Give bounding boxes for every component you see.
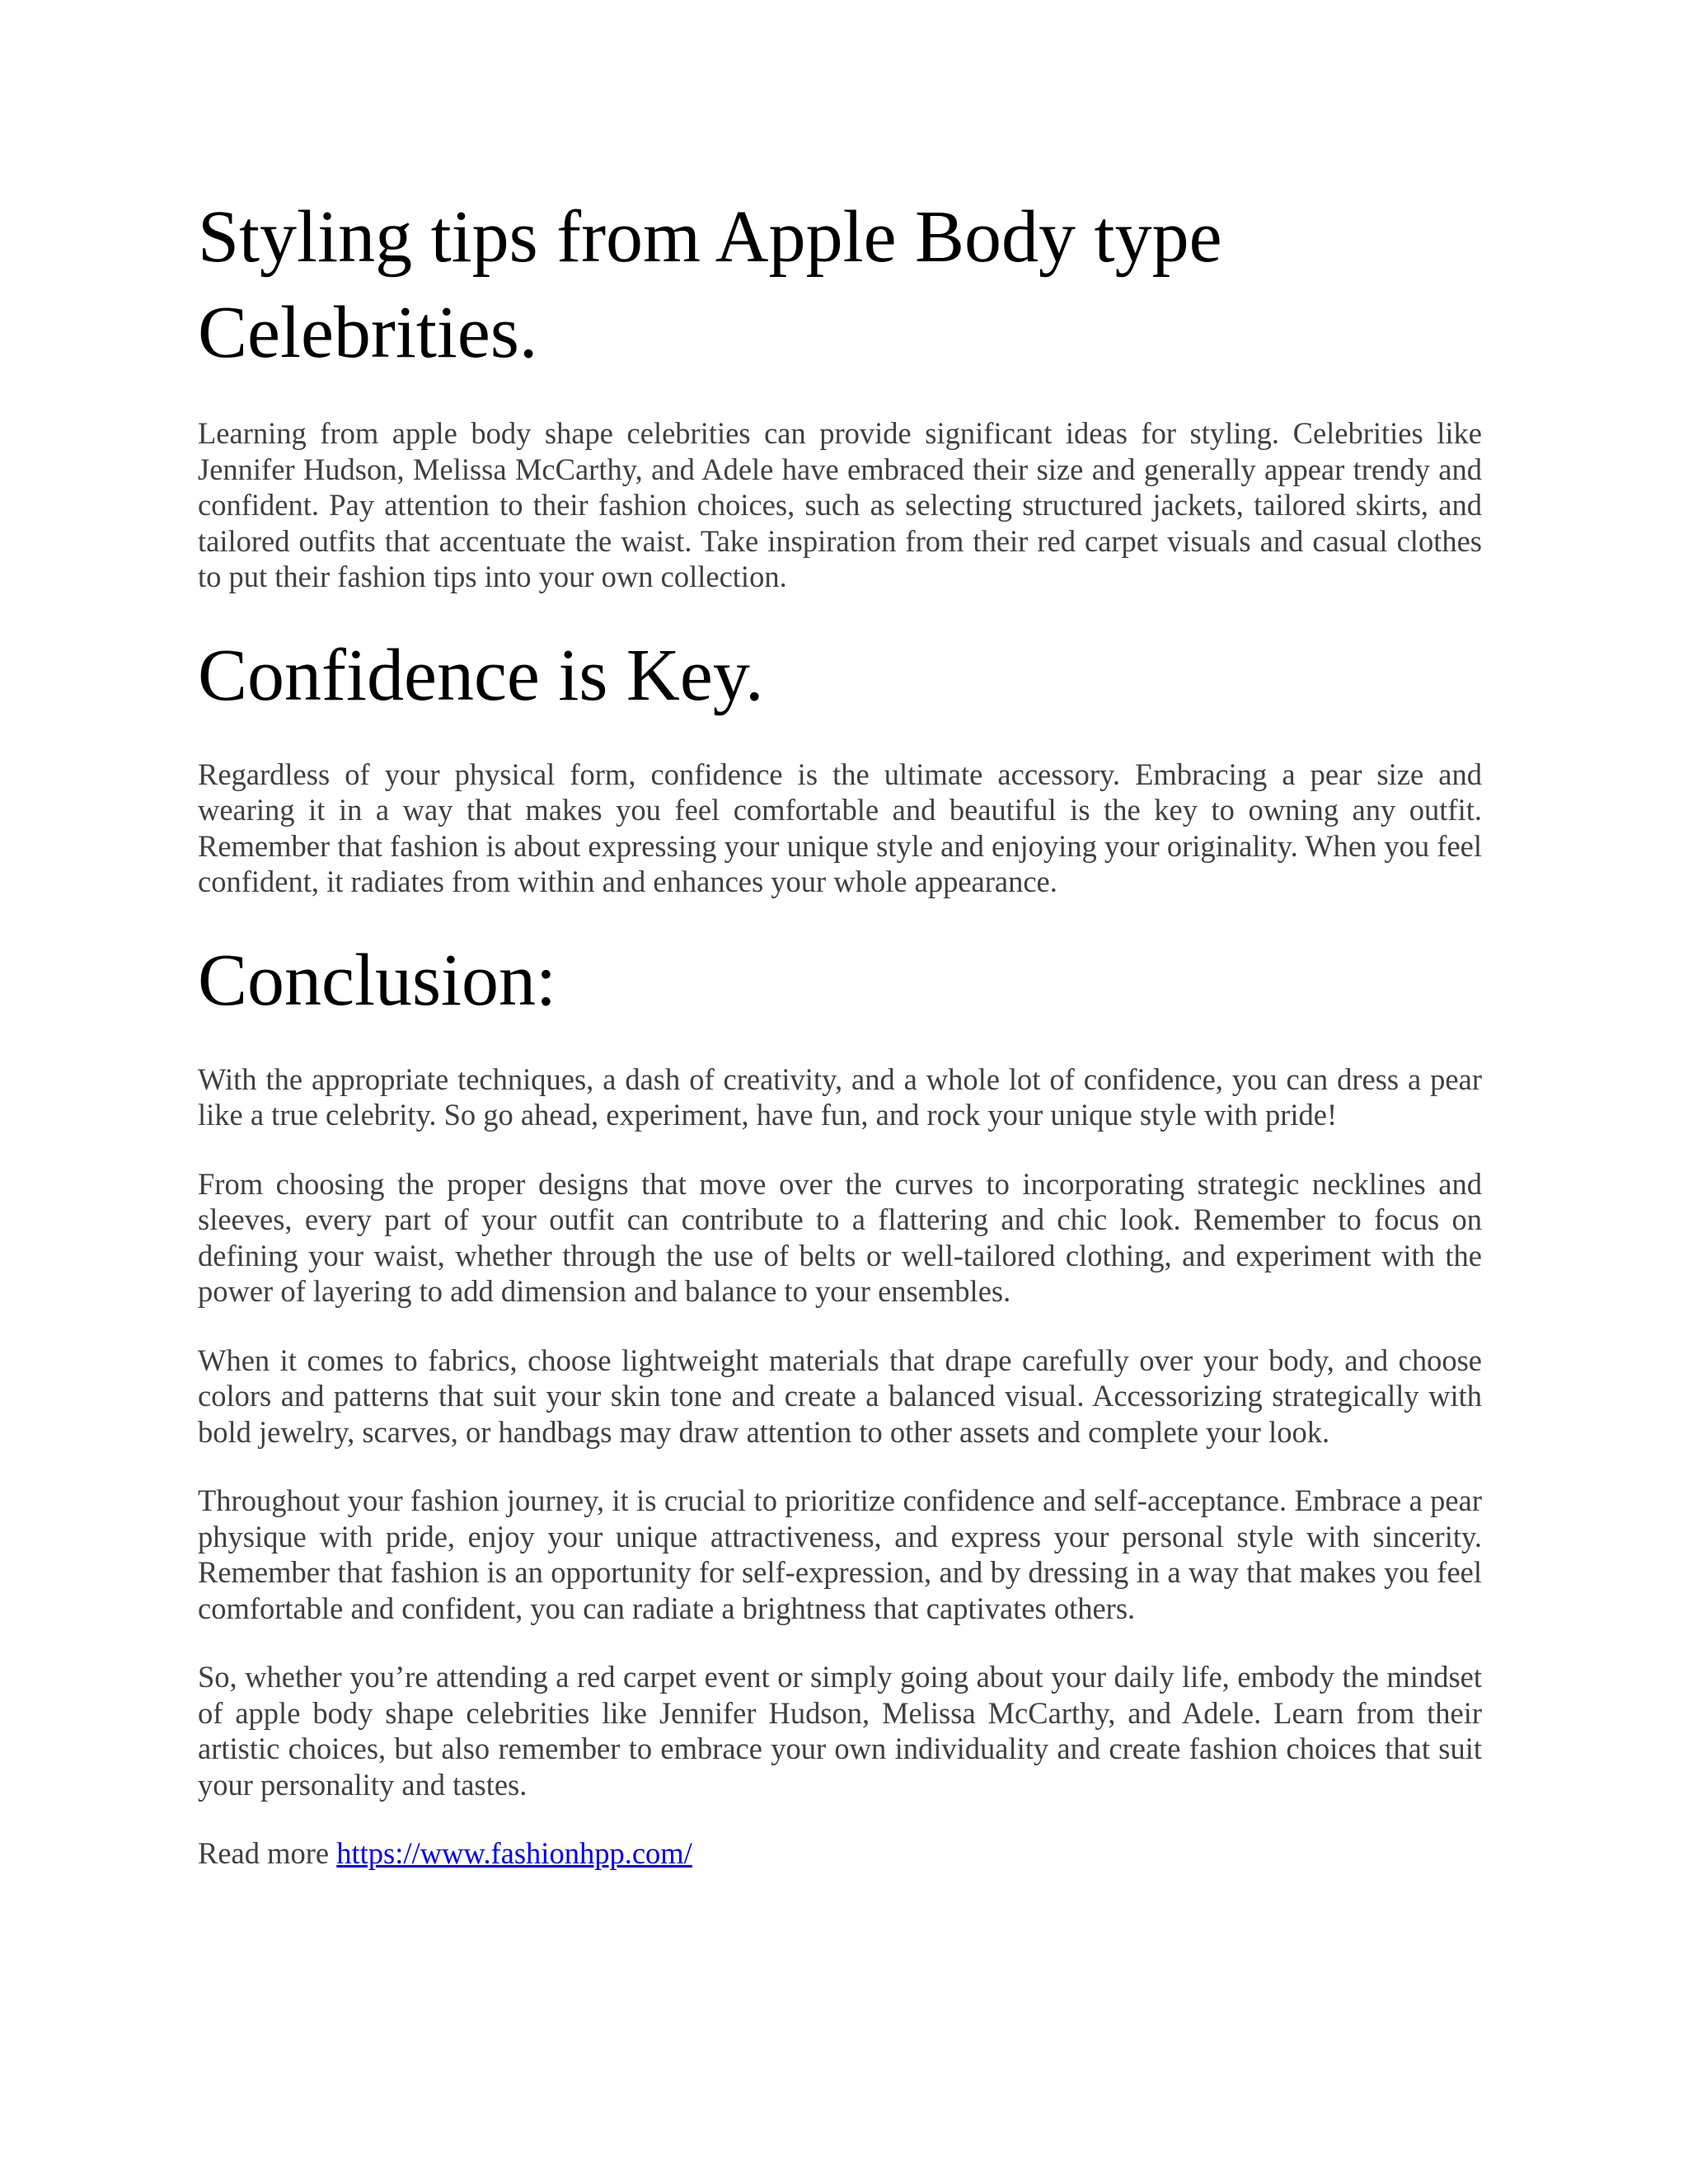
conclusion-paragraph-1: With the appropriate techniques, a dash of creativity, and a whole lot of confidence, you can dress a pear like a true celebrity. So go ahead, experiment, have fun, and rock your unique style with pride! [198,1062,1482,1132]
intro-paragraph: Learning from apple body shape celebrities can provide significant ideas for styling. Celebrities like Jennifer Hudson, Melissa McCarthy, and Adele have embraced their size and generally appear trendy and confident. Pay attention to their fashion choices, such as selecting structured jackets, tailored skirts, and tailored outfits that accentuate the waist. Take inspiration from their red carpet visuals and casual clothes to put their fashion tips into your own collection. [198,416,1482,593]
read-more-label: Read more [198,1836,337,1870]
confidence-paragraph: Regardless of your physical form, confidence is the ultimate accessory. Embracing a pear size and wearing it in a way that makes you feel comfortable and beautiful is the key to owning any outfit. Remember that fashion is about expressing your unique style and enjoying your originality. When you feel confident, it radiates from within and enhances your whole appearance. [198,757,1483,898]
conclusion-paragraph-5: So, whether you’re attending a red carpet event or simply going about your daily life, embody the mindset of apple body shape celebrities like Jennifer Hudson, Melissa McCarthy, and Adele. Learn from their artistic choices, but also remember to embrace your own individuality and create fashion choices that suit your personality and tastes. [198,1660,1482,1802]
conclusion-paragraph-4: Throughout your fashion journey, it is crucial to prioritize confidence and self-acceptance. Embrace a pear physique with pride, enjoy your unique attractiveness, and express your personal style with sincerity. Remember that fashion is an opportunity for self-expression, and by dressing in a way that makes you feel comfortable and confident, you can radiate a brightness that captivates others. [198,1483,1482,1625]
read-more-link[interactable]: https://www.fashionhpp.com/ [336,1836,692,1870]
section-heading-confidence: Confidence is Key. [198,634,764,716]
conclusion-paragraph-3: When it comes to fabrics, choose lightweight materials that drape carefully over your body, and choose colors and patterns that suit your skin tone and create a balanced visual. Accessorizing strategically with bold jewelry, scarves, or handbags may draw attention to other assets and complete your look. [198,1343,1482,1449]
conclusion-paragraph-2: From choosing the proper designs that move over the curves to incorporating strategic necklines and sleeves, every part of your outfit can contribute to a flattering and chic look. Remember to focus on defining your waist, whether through the use of belts or well-tailored clothing, and experiment with the power of layering to add dimension and balance to your ensembles. [198,1166,1482,1308]
page-title: Styling tips from Apple Body type Celebrities. [198,196,1222,373]
document-page [198,190,1482,1905]
section-heading-conclusion: Conclusion: [198,939,557,1021]
read-more-line [198,1835,1482,1872]
